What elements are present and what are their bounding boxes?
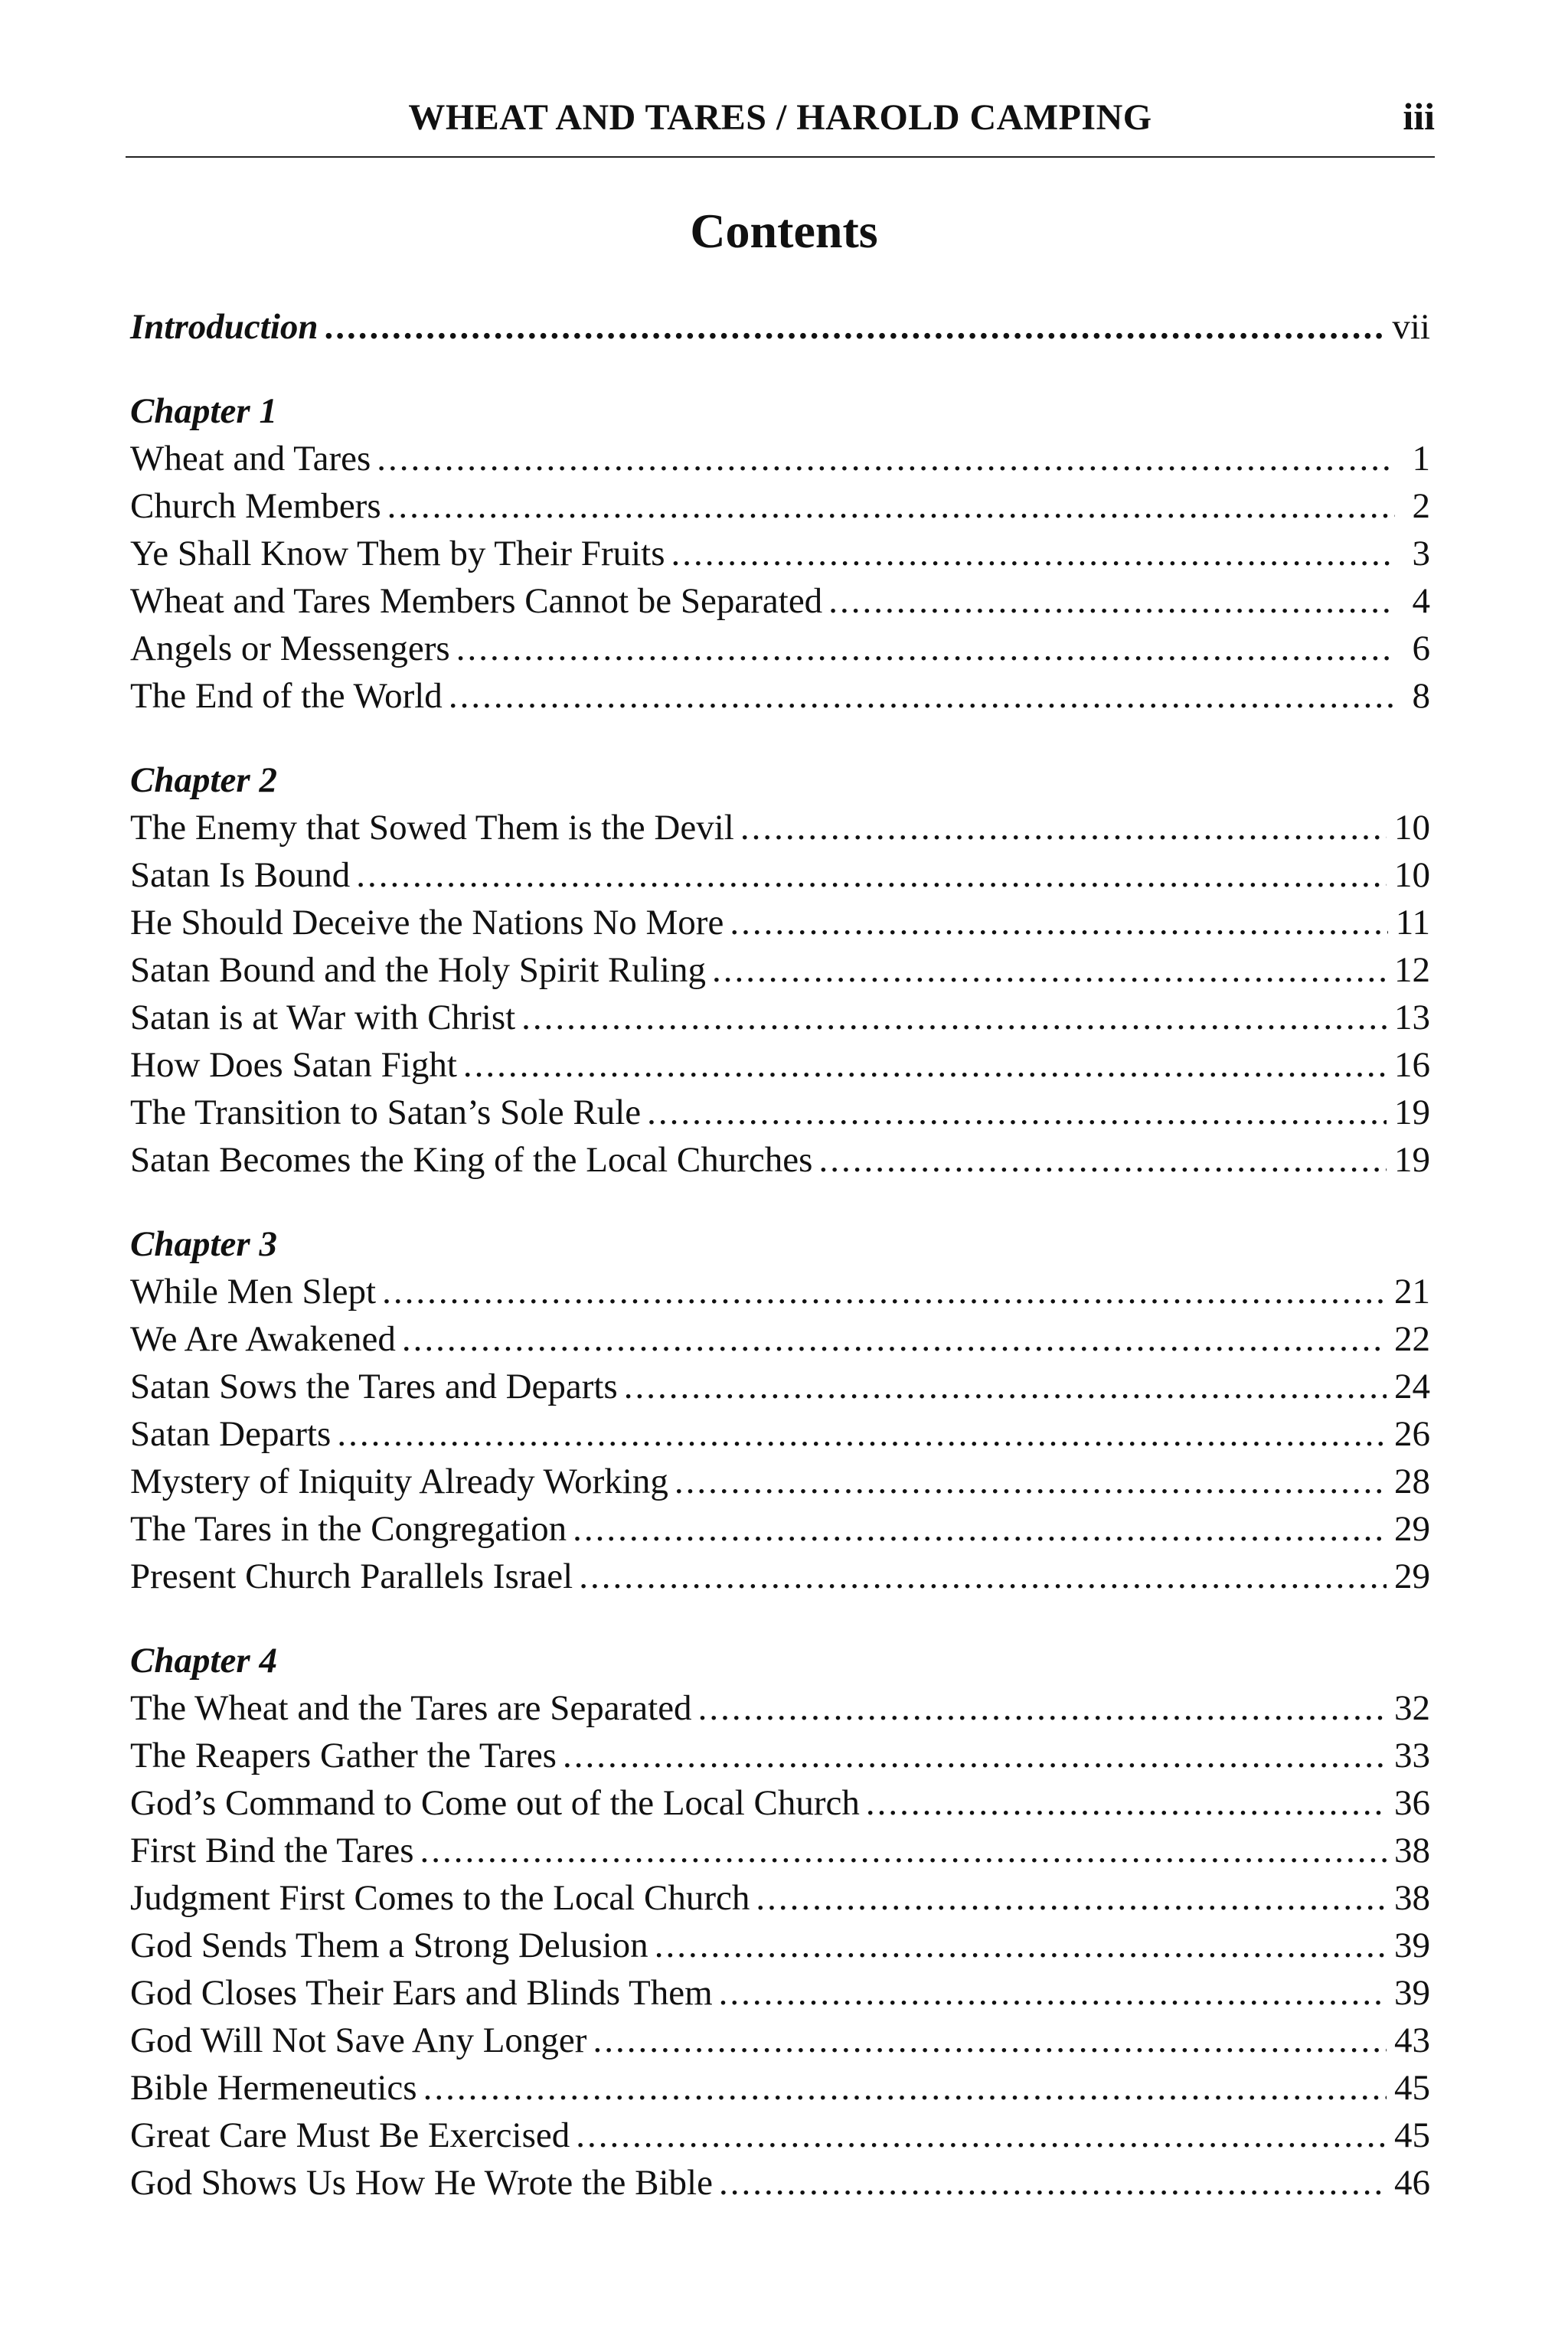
toc-entry (130, 851, 1430, 899)
toc-entry-page: 39 (1394, 1926, 1430, 1965)
toc-entry (130, 1553, 1430, 1600)
dot-leader (576, 2112, 1387, 2159)
toc-entry-title: Wheat and Tares (130, 439, 371, 479)
toc-entry-page: 33 (1394, 1736, 1430, 1775)
toc-entry-title: We Are Awakened (130, 1319, 396, 1359)
toc-entry-page: 24 (1394, 1367, 1430, 1406)
toc-entry-title: How Does Satan Fight (130, 1045, 457, 1085)
toc-entry-title: First Bind the Tares (130, 1831, 414, 1870)
dot-leader (740, 804, 1387, 851)
toc-entry-title: The Enemy that Sowed Them is the Devil (130, 808, 734, 848)
toc-entry-title: God Shows Us How He Wrote the Bible (130, 2163, 713, 2203)
dot-leader (675, 1458, 1387, 1505)
toc-entry-page: 10 (1394, 808, 1430, 848)
toc-entry-page: vii (1392, 307, 1430, 347)
toc-entry (130, 1684, 1430, 1732)
toc-entry (130, 1041, 1430, 1089)
toc-entry-title: Satan Departs (130, 1414, 332, 1454)
toc-entry-page: 19 (1394, 1093, 1430, 1132)
dot-leader (579, 1553, 1387, 1600)
toc-entry-page: 45 (1394, 2115, 1430, 2155)
dot-leader (377, 435, 1395, 482)
dot-leader (456, 625, 1395, 672)
toc-entry-title: Mystery of Iniquity Already Working (130, 1462, 668, 1501)
toc-entry-title: The Transition to Satan’s Sole Rule (130, 1093, 642, 1132)
toc-entry-title: Judgment First Comes to the Local Church (130, 1878, 750, 1918)
toc-entry (130, 625, 1430, 672)
toc-entry-page: 4 (1412, 581, 1430, 621)
toc-entry-title: God’s Command to Come out of the Local Church (130, 1783, 860, 1823)
toc-entry-page: 28 (1394, 1462, 1430, 1501)
dot-leader (382, 1268, 1387, 1315)
chapter-heading: Chapter 3 (130, 1224, 277, 1264)
toc-entry-title: Satan Is Bound (130, 855, 351, 895)
dot-leader (756, 1874, 1387, 1922)
toc-entry-page: 46 (1394, 2163, 1430, 2203)
chapter-block (130, 1637, 1430, 2207)
contents-title: Contents (690, 204, 878, 258)
toc-entry (130, 482, 1430, 530)
dot-leader (593, 2017, 1387, 2064)
toc-entry-title: He Should Deceive the Nations No More (130, 903, 724, 942)
dot-leader (356, 851, 1387, 899)
toc-entry (130, 1136, 1430, 1184)
toc-entry (130, 435, 1430, 482)
dot-leader (624, 1363, 1387, 1410)
dot-leader (423, 2064, 1387, 2112)
toc-entry (130, 2159, 1430, 2207)
toc-entry (130, 1732, 1430, 1779)
toc-entry-title: Ye Shall Know Them by Their Fruits (130, 534, 665, 573)
dot-leader (521, 994, 1387, 1041)
toc-entry-page: 8 (1412, 676, 1430, 716)
toc-entry-page: 39 (1394, 1973, 1430, 2013)
toc-entry (130, 1458, 1430, 1505)
toc-entry-page: 6 (1412, 629, 1430, 668)
toc-entry-title: God Closes Their Ears and Blinds Them (130, 1973, 713, 2013)
toc-entry (130, 946, 1430, 994)
toc-entry-page: 1 (1412, 439, 1430, 479)
chapter-heading: Chapter 1 (130, 391, 277, 431)
toc-entry-introduction (130, 303, 1430, 351)
dot-leader (655, 1922, 1387, 1969)
dot-leader (647, 1089, 1387, 1136)
toc-entry-page: 38 (1394, 1831, 1430, 1870)
chapter-block (130, 1220, 1430, 1600)
dot-leader (719, 2159, 1387, 2207)
toc-entry (130, 2017, 1430, 2064)
table-of-contents (130, 303, 1430, 2243)
toc-entry-page: 26 (1394, 1414, 1430, 1454)
toc-entry (130, 1969, 1430, 2017)
dot-leader (563, 1732, 1387, 1779)
running-header (126, 90, 1435, 158)
toc-entry-title: Satan Becomes the King of the Local Churches (130, 1140, 813, 1180)
dot-leader (449, 672, 1395, 720)
toc-entry-title: Great Care Must Be Exercised (130, 2115, 570, 2155)
dot-leader (719, 1969, 1387, 2017)
toc-entry-title: Church Members (130, 486, 381, 526)
toc-entry-title: God Sends Them a Strong Delusion (130, 1926, 648, 1965)
dot-leader (730, 899, 1387, 946)
toc-entry (130, 1874, 1430, 1922)
toc-entry-page: 32 (1394, 1688, 1430, 1728)
dot-leader (463, 1041, 1387, 1089)
toc-entry-page: 43 (1394, 2020, 1430, 2060)
dot-leader (866, 1779, 1387, 1827)
toc-entry-page: 3 (1412, 534, 1430, 573)
toc-entry (130, 2064, 1430, 2112)
toc-entry-page: 16 (1394, 1045, 1430, 1085)
toc-entry (130, 1268, 1430, 1315)
toc-entry-title: Present Church Parallels Israel (130, 1557, 573, 1596)
toc-entry-title: God Will Not Save Any Longer (130, 2020, 587, 2060)
toc-entry-title: The Wheat and the Tares are Separated (130, 1688, 692, 1728)
toc-entry-page: 2 (1412, 486, 1430, 526)
toc-entry-title: Angels or Messengers (130, 629, 450, 668)
toc-entry (130, 1363, 1430, 1410)
chapter-heading: Chapter 2 (130, 760, 277, 800)
dot-leader (402, 1315, 1387, 1363)
chapter-block (130, 387, 1430, 720)
toc-entry-title: The End of the World (130, 676, 443, 716)
toc-entry-page: 12 (1394, 950, 1430, 990)
dot-leader (828, 577, 1395, 625)
chapter-block (130, 756, 1430, 1184)
toc-entry (130, 1089, 1430, 1136)
page-number: iii (1403, 95, 1435, 138)
toc-entry (130, 672, 1430, 720)
toc-entry-page: 36 (1394, 1783, 1430, 1823)
running-title: WHEAT AND TARES / HAROLD CAMPING (408, 97, 1152, 138)
toc-entry-page: 11 (1395, 903, 1430, 942)
toc-entry (130, 1922, 1430, 1969)
toc-entry-title: Satan is at War with Christ (130, 998, 516, 1037)
toc-entry-page: 22 (1394, 1319, 1430, 1359)
toc-entry (130, 1779, 1430, 1827)
toc-entry-page: 10 (1394, 855, 1430, 895)
toc-entry (130, 1505, 1430, 1553)
toc-entry-title: The Tares in the Congregation (130, 1509, 567, 1549)
toc-entry (130, 1410, 1430, 1458)
dot-leader (325, 303, 1385, 351)
toc-entry-title: Satan Sows the Tares and Departs (130, 1367, 618, 1406)
dot-leader (573, 1505, 1387, 1553)
chapter-heading: Chapter 4 (130, 1641, 277, 1681)
toc-entry-title: Bible Hermeneutics (130, 2068, 417, 2108)
toc-entry-page: 29 (1394, 1557, 1430, 1596)
toc-entry (130, 577, 1430, 625)
toc-entry-page: 21 (1394, 1272, 1430, 1312)
toc-entry (130, 530, 1430, 577)
dot-leader (698, 1684, 1387, 1732)
toc-entry-title: Introduction (130, 307, 318, 347)
toc-entry-title: The Reapers Gather the Tares (130, 1736, 557, 1775)
chapter-list (130, 387, 1430, 2207)
dot-leader (712, 946, 1387, 994)
toc-entry (130, 994, 1430, 1041)
dot-leader (671, 530, 1395, 577)
toc-entry (130, 2112, 1430, 2159)
toc-entry-page: 45 (1394, 2068, 1430, 2108)
toc-entry-page: 29 (1394, 1509, 1430, 1549)
toc-entry (130, 1827, 1430, 1874)
toc-entry-title: While Men Slept (130, 1272, 377, 1312)
dot-leader (818, 1136, 1387, 1184)
toc-entry-title: Satan Bound and the Holy Spirit Ruling (130, 950, 706, 990)
dot-leader (420, 1827, 1387, 1874)
toc-entry-page: 38 (1394, 1878, 1430, 1918)
toc-entry (130, 899, 1430, 946)
toc-entry-page: 13 (1394, 998, 1430, 1037)
toc-entry (130, 804, 1430, 851)
toc-entry-title: Wheat and Tares Members Cannot be Separated (130, 581, 823, 621)
dot-leader (387, 482, 1395, 530)
dot-leader (337, 1410, 1387, 1458)
toc-entry-page: 19 (1394, 1140, 1430, 1180)
toc-entry (130, 1315, 1430, 1363)
